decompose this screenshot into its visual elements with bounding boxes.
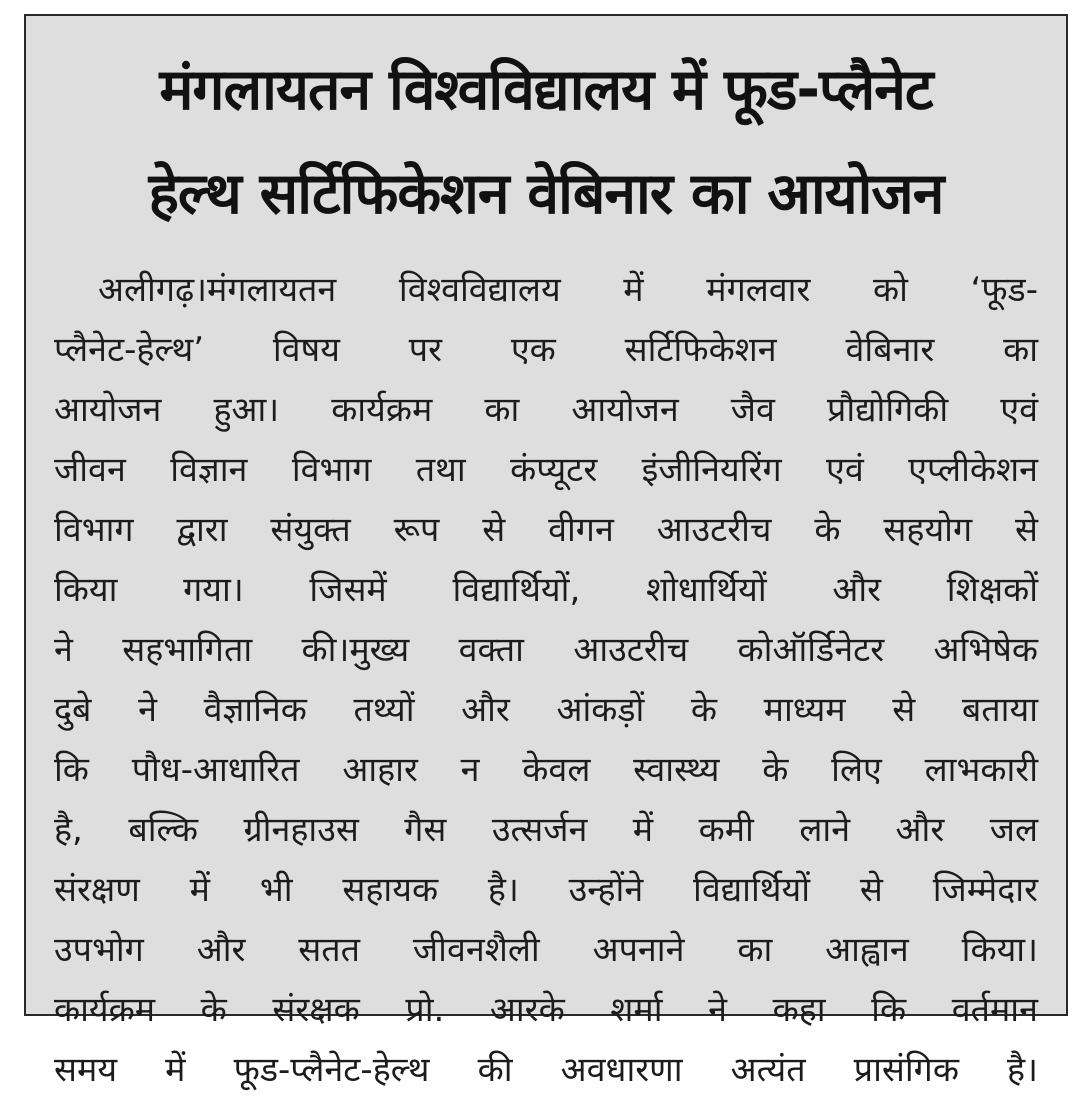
- article-line: है, बल्कि ग्रीनहाउस गैस उत्सर्जन में कमी लाने और जल: [54, 810, 1038, 850]
- article-line: अलीगढ़।मंगलायतन विश्वविद्यालय में मंगलवार को ‘फूड-: [98, 270, 1038, 310]
- headline: [54, 38, 1038, 246]
- headline-line-1: मंगलायतन विश्वविद्यालय में फूड-प्लैनेट: [159, 57, 933, 123]
- article-line: दुबे ने वैज्ञानिक तथ्यों और आंकड़ों के माध्यम से बताया: [54, 690, 1038, 730]
- article-line: विभाग द्वारा संयुक्त रूप से वीगन आउटरीच के सहयोग से: [54, 510, 1038, 550]
- article-line: कि पौध-आधारित आहार न केवल स्वास्थ्य के लिए लाभकारी: [54, 750, 1038, 790]
- article-line: समय में फूड-प्लैनेट-हेल्थ की अवधारणा अत्यंत प्रासंगिक है।: [54, 1050, 1038, 1090]
- article-line: किया गया। जिसमें विद्यार्थियों, शोधार्थियों और शिक्षकों: [54, 570, 1038, 610]
- headline-line-2: हेल्थ सर्टिफिकेशन वेबिनार का आयोजन: [148, 161, 944, 227]
- article-line: जीवन विज्ञान विभाग तथा कंप्यूटर इंजीनियरिंग एवं एप्लीकेशन: [54, 450, 1038, 490]
- article-line: ने सहभागिता की।मुख्य वक्ता आउटरीच कोऑर्डिनेटर अभिषेक: [54, 630, 1038, 670]
- article-line: आयोजन हुआ। कार्यक्रम का आयोजन जैव प्रौद्योगिकी एवं: [54, 390, 1038, 430]
- newspaper-clipping: [24, 14, 1068, 1090]
- article-line: कार्यक्रम के संरक्षक प्रो. आरके शर्मा ने कहा कि वर्तमान: [54, 990, 1038, 1030]
- article-line: उपभोग और सतत जीवनशैली अपनाने का आह्वान किया।: [54, 930, 1038, 970]
- article-line: प्लैनेट-हेल्थ’ विषय पर एक सर्टिफिकेशन वेबिनार का: [54, 330, 1038, 370]
- article-line: संरक्षण में भी सहायक है। उन्होंने विद्यार्थियों से जिम्मेदार: [54, 870, 1038, 910]
- article-body: [54, 260, 1038, 1100]
